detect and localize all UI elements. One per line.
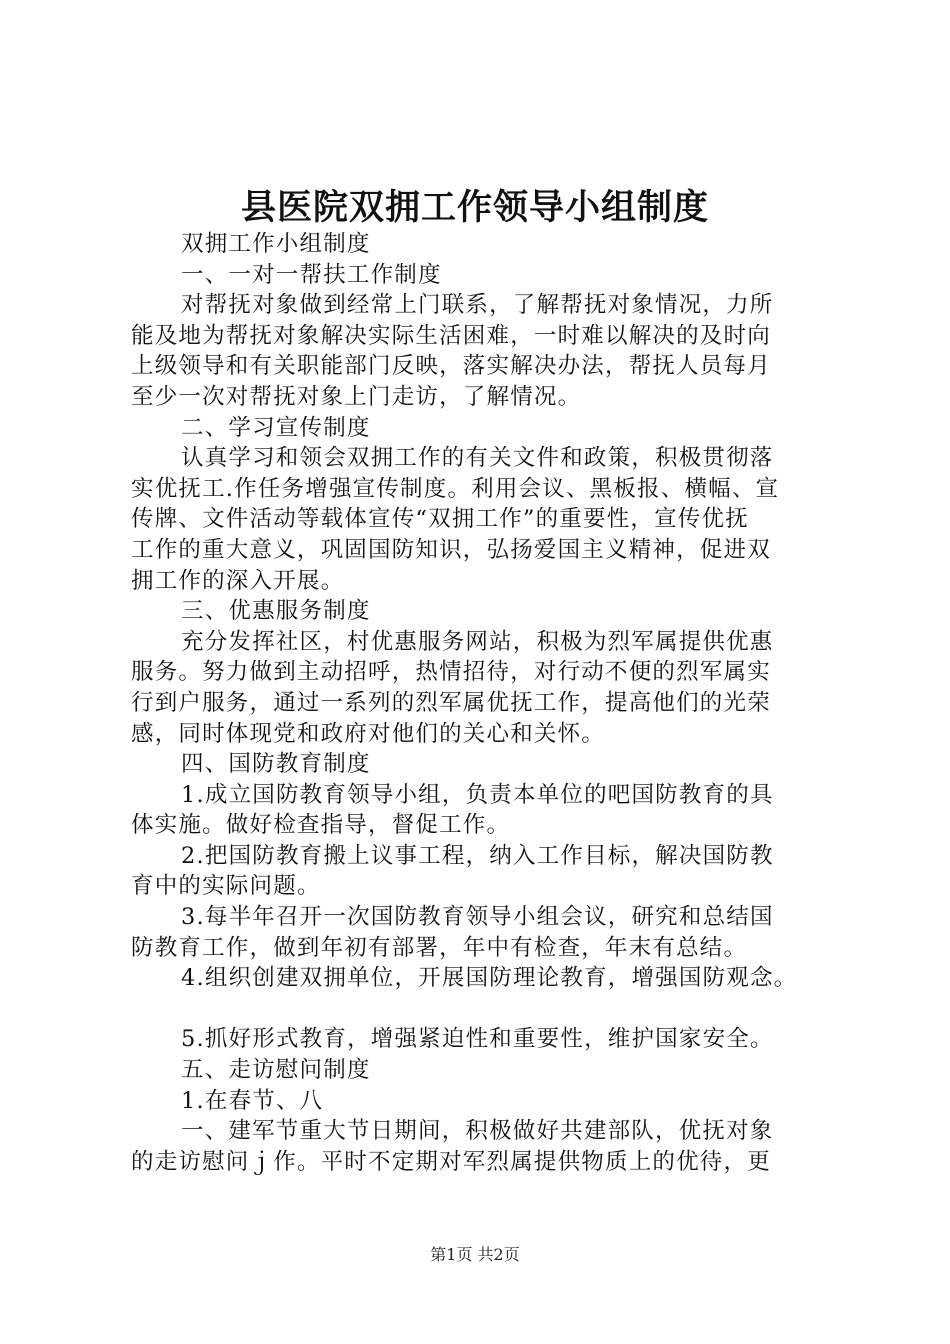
text-line: 双拥工作小组制度: [181, 231, 371, 257]
text-line: 服务。努力做到主动招呼，热情招待，对行动不便的烈军属实: [131, 659, 771, 686]
text-line: 认真学习和领会双拥工作的有关文件和政策，积极贯彻落: [181, 445, 774, 472]
text-line: 5.抓好形式教育，增强紧迫性和重要性，维护国家安全。: [181, 1026, 774, 1053]
text-line: 充分发挥社区，村优惠服务网站，积极为烈军属提供优惠: [181, 628, 774, 655]
text-line: 4.组织创建双拥单位，开展国防理论教育，增强国防观念。: [181, 965, 798, 992]
text-line: 行到户服务，通过一系列的烈军属优抚工作，提高他们的光荣: [131, 689, 771, 716]
text-line: 1.成立国防教育领导小组，负责本单位的吧国防教育的具: [181, 781, 774, 808]
blank-line: [131, 994, 837, 1025]
text-line: 传牌、文件活动等载体宣传“双拥工作”的重要性，宣传优抚: [131, 506, 749, 533]
text-line: 工作的重大意义，巩固国防知识，弘扬爱国主义精神，促进双: [131, 536, 771, 563]
text-line: 3.每半年召开一次国防教育领导小组会议，研究和总结国: [181, 904, 774, 931]
text-line: 能及地为帮抚对象解决实际生活困难，一时难以解决的及时向: [131, 322, 771, 349]
page-number-footer: 第1页 共2页: [430, 1245, 520, 1264]
text-line: 拥工作的深入开展。: [131, 567, 345, 594]
text-line: 一、一对一帮扶工作制度: [181, 261, 442, 288]
document-body: [131, 229, 837, 1177]
text-line: 1.在春节、八: [181, 1087, 324, 1114]
text-line: 对帮抚对象做到经常上门联系，了解帮抚对象情况，力所: [181, 292, 774, 319]
text-line: 育中的实际问题。: [131, 873, 321, 900]
text-line: 二、学习宣传制度: [181, 414, 371, 441]
text-line: 防教育工作，做到年初有部署，年中有检查，年末有总结。: [131, 934, 748, 961]
text-line: 上级领导和有关职能部门反映，落实解决办法，帮抚人员每月: [131, 353, 771, 380]
text-line: 三、优惠服务制度: [181, 598, 371, 625]
text-line: 四、国防教育制度: [181, 751, 371, 778]
text-line: 感，同时体现党和政府对他们的关心和关怀。: [131, 720, 606, 747]
text-line: 的走访慰问ｊ作。平时不定期对军烈属提供物质上的优待，更: [131, 1148, 771, 1175]
text-line: 2.把国防教育搬上议事工程，纳入工作目标，解决国防教: [181, 842, 774, 869]
text-line: 至少一次对帮抚对象上门走访，了解情况。: [131, 383, 582, 410]
text-line: 体实施。做好检查指导，督促工作。: [131, 812, 511, 839]
text-line: 一、建军节重大节日期间，积极做好共建部队，优抚对象: [181, 1118, 774, 1145]
text-line: 实优抚工.作任务增强宣传制度。利用会议、黑板报、横幅、宣: [131, 475, 780, 502]
document-title: 县医院双拥工作领导小组制度: [240, 187, 709, 228]
text-line: 五、走访慰问制度: [181, 1057, 371, 1084]
